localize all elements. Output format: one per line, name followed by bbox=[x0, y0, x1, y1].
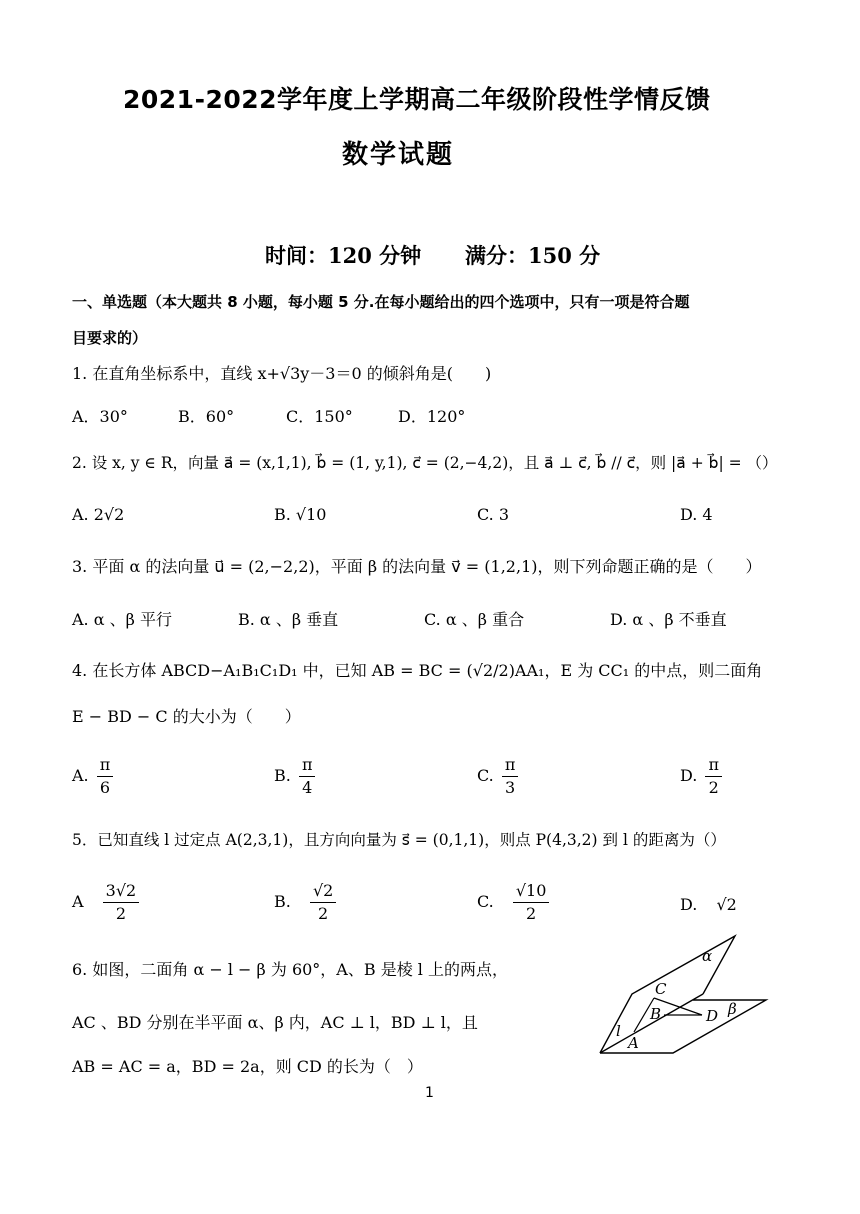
label-b: B bbox=[650, 1005, 662, 1023]
q4-option-a: A. $\frac{\pi}{6}$ bbox=[72, 754, 116, 799]
question-4-line2: E − BD − C 的大小为（ ） bbox=[72, 707, 301, 726]
question-6-line1: 6. 如图，二面角 α − l − β 为 60°，A、B 是棱 l 上的两点， bbox=[72, 960, 508, 979]
label-d: D bbox=[706, 1007, 719, 1025]
q4-option-c: C. $\frac{\pi}{3}$ bbox=[477, 754, 521, 799]
q2-option-b: B. √10 bbox=[274, 505, 327, 524]
q3-option-d: D. α 、β 不垂直 bbox=[610, 610, 727, 629]
exam-subtitle: 数学试题 bbox=[342, 140, 455, 170]
section-heading-line1: 一、单选题（本大题共 8 小题，每小题 5 分.在每小题给出的四个选项中，只有一项是符合题 bbox=[72, 293, 690, 311]
page-number: 1 bbox=[425, 1085, 434, 1101]
question-1: 1. 在直角坐标系中，直线 x+√3y－3＝0 的倾斜角是( ) bbox=[72, 364, 492, 383]
q1-option-b: B．60° bbox=[178, 407, 235, 426]
question-3: 3. 平面 α 的法向量 u⃗ = (2,−2,2)，平面 β 的法向量 v⃗ = (1,2,1)，则下列命题正确的是（ ） bbox=[72, 557, 762, 576]
q5-option-d: D. √2 bbox=[680, 895, 737, 914]
label-l: l bbox=[616, 1022, 621, 1040]
q4-option-d: D. $\frac{\pi}{2}$ bbox=[680, 754, 725, 799]
question-6-line3: AB = AC = a，BD = 2a，则 CD 的长为（ ） bbox=[72, 1057, 423, 1076]
q5-option-a: A $\frac{3√2}{2}$ bbox=[72, 880, 142, 925]
section-heading-line2: 目要求的） bbox=[72, 329, 148, 347]
question-4-line1: 4. 在长方体 ABCD−A₁B₁C₁D₁ 中，已知 AB = BC = (√2/2)AA₁，E 为 CC₁ 的中点，则二面角 bbox=[72, 661, 763, 680]
q2-option-d: D. 4 bbox=[680, 505, 713, 524]
exam-title: 2021-2022学年度上学期高二年级阶段性学情反馈 bbox=[123, 85, 711, 114]
q2-option-c: C. 3 bbox=[477, 505, 510, 524]
q1-option-c: C．150° bbox=[286, 407, 353, 426]
time-info: 时间：120 分钟 满分：150 分 bbox=[265, 243, 601, 268]
q3-option-a: A. α 、β 平行 bbox=[72, 610, 172, 629]
q1-option-d: D．120° bbox=[398, 407, 466, 426]
q5-option-c: C. $\frac{√10}{2}$ bbox=[477, 880, 552, 925]
label-alpha: α bbox=[702, 947, 713, 965]
q5-option-b: B. $\frac{√2}{2}$ bbox=[274, 880, 339, 925]
question-5: 5．已知直线 l 过定点 A(2,3,1)，且方向向量为 s⃗ = (0,1,1)，则点 P(4,3,2) 到 l 的距离为（） bbox=[72, 831, 726, 849]
q3-option-c: C. α 、β 重合 bbox=[424, 610, 525, 629]
question-2: 2. 设 x, y ∈ R，向量 a⃗ = (x,1,1), b⃗ = (1, y,1), c⃗ = (2,−4,2)，且 a⃗ ⊥ c⃗, b⃗ // c⃗，则 |a⃗ + b⃗| = （） bbox=[72, 454, 778, 472]
q4-option-b: B. $\frac{\pi}{4}$ bbox=[274, 754, 318, 799]
question-6-line2: AC 、BD 分别在半平面 α、β 内，AC ⊥ l，BD ⊥ l，且 bbox=[72, 1013, 478, 1032]
label-c: C bbox=[655, 980, 667, 998]
label-beta: β bbox=[728, 1000, 737, 1018]
dihedral-angle-figure bbox=[590, 928, 780, 1058]
label-a: A bbox=[628, 1034, 639, 1052]
q2-option-a: A. 2√2 bbox=[72, 505, 125, 524]
q1-option-a: A．30° bbox=[72, 407, 128, 426]
q3-option-b: B. α 、β 垂直 bbox=[238, 610, 339, 629]
